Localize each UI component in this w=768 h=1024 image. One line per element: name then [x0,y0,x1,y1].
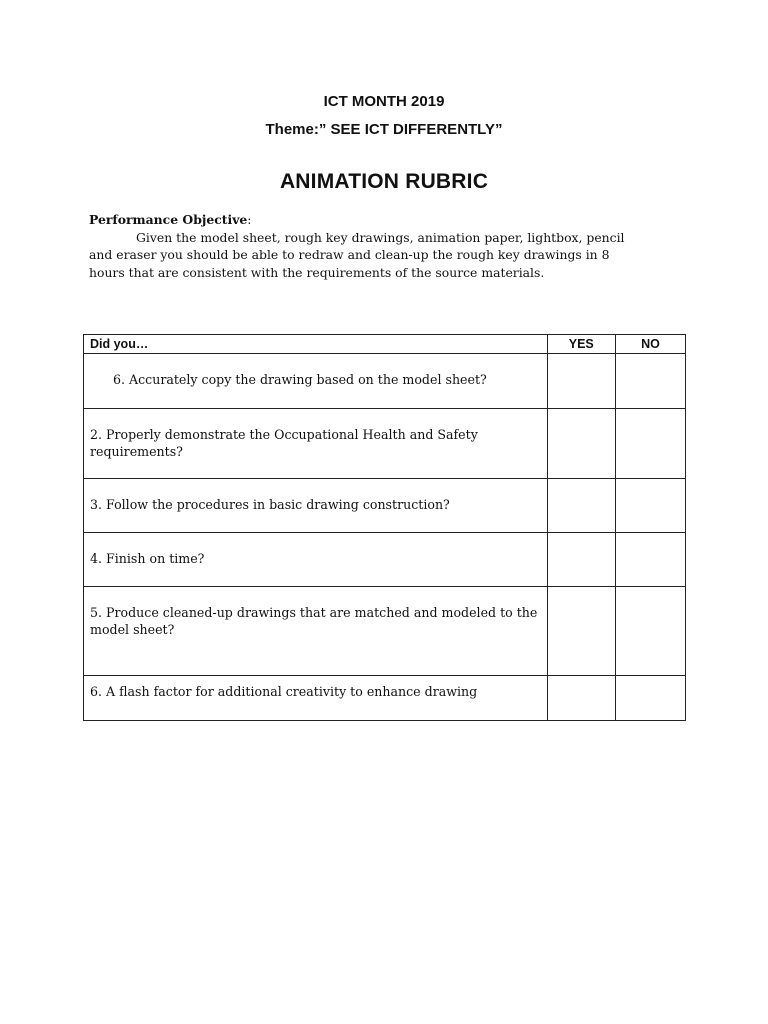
yes-checkbox-cell[interactable] [547,676,615,721]
objective-text: Given the model sheet, rough key drawings, animation paper, lightbox, pencil and eraser you should be able to redraw and clean-up the rough key drawings in 8 hours that are consistent with the requirements of the source materials. [89,229,625,280]
header-yes: YES [547,335,615,354]
no-checkbox-cell[interactable] [615,587,685,676]
no-checkbox-cell[interactable] [615,409,685,479]
criterion-text: 3. Follow the procedures in basic drawing construction? [90,497,450,512]
rubric-table [83,334,686,721]
table-row [84,479,686,533]
header-no: NO [615,335,685,354]
objective-label: Performance Objective [89,212,248,227]
criterion-cell [84,479,548,533]
criterion-cell [84,409,548,479]
objective-colon: : [247,212,252,227]
objective-heading [89,211,649,229]
table-row [84,354,686,409]
no-checkbox-cell[interactable] [615,479,685,533]
criterion-cell [84,354,548,409]
yes-checkbox-cell[interactable] [547,533,615,587]
criterion-text: 6. A flash factor for additional creativity to enhance drawing [90,684,478,699]
criterion-cell [84,587,548,676]
criterion-cell [84,533,548,587]
no-checkbox-cell[interactable] [615,676,685,721]
no-checkbox-cell[interactable] [615,354,685,409]
criterion-text: 6. Accurately copy the drawing based on the model sheet? [113,372,487,387]
performance-objective [89,211,649,281]
yes-checkbox-cell[interactable] [547,479,615,533]
document-title: ANIMATION RUBRIC [279,170,489,193]
table-header-row [84,335,686,354]
event-title: ICT MONTH 2019 [323,93,445,110]
criterion-text: 4. Finish on time? [90,551,205,566]
yes-checkbox-cell[interactable] [547,587,615,676]
criterion-text: 5. Produce cleaned-up drawings that are matched and modeled to the model sheet? [90,605,538,637]
criterion-text: 2. Properly demonstrate the Occupational Health and Safety requirements? [90,427,478,459]
no-checkbox-cell[interactable] [615,533,685,587]
yes-checkbox-cell[interactable] [547,354,615,409]
event-theme: Theme:” SEE ICT DIFFERENTLY” [265,121,503,138]
table-row [84,676,686,721]
table-row [84,533,686,587]
criterion-cell [84,676,548,721]
header-did-you: Did you… [84,335,548,354]
table-row [84,409,686,479]
yes-checkbox-cell[interactable] [547,409,615,479]
table-row [84,587,686,676]
